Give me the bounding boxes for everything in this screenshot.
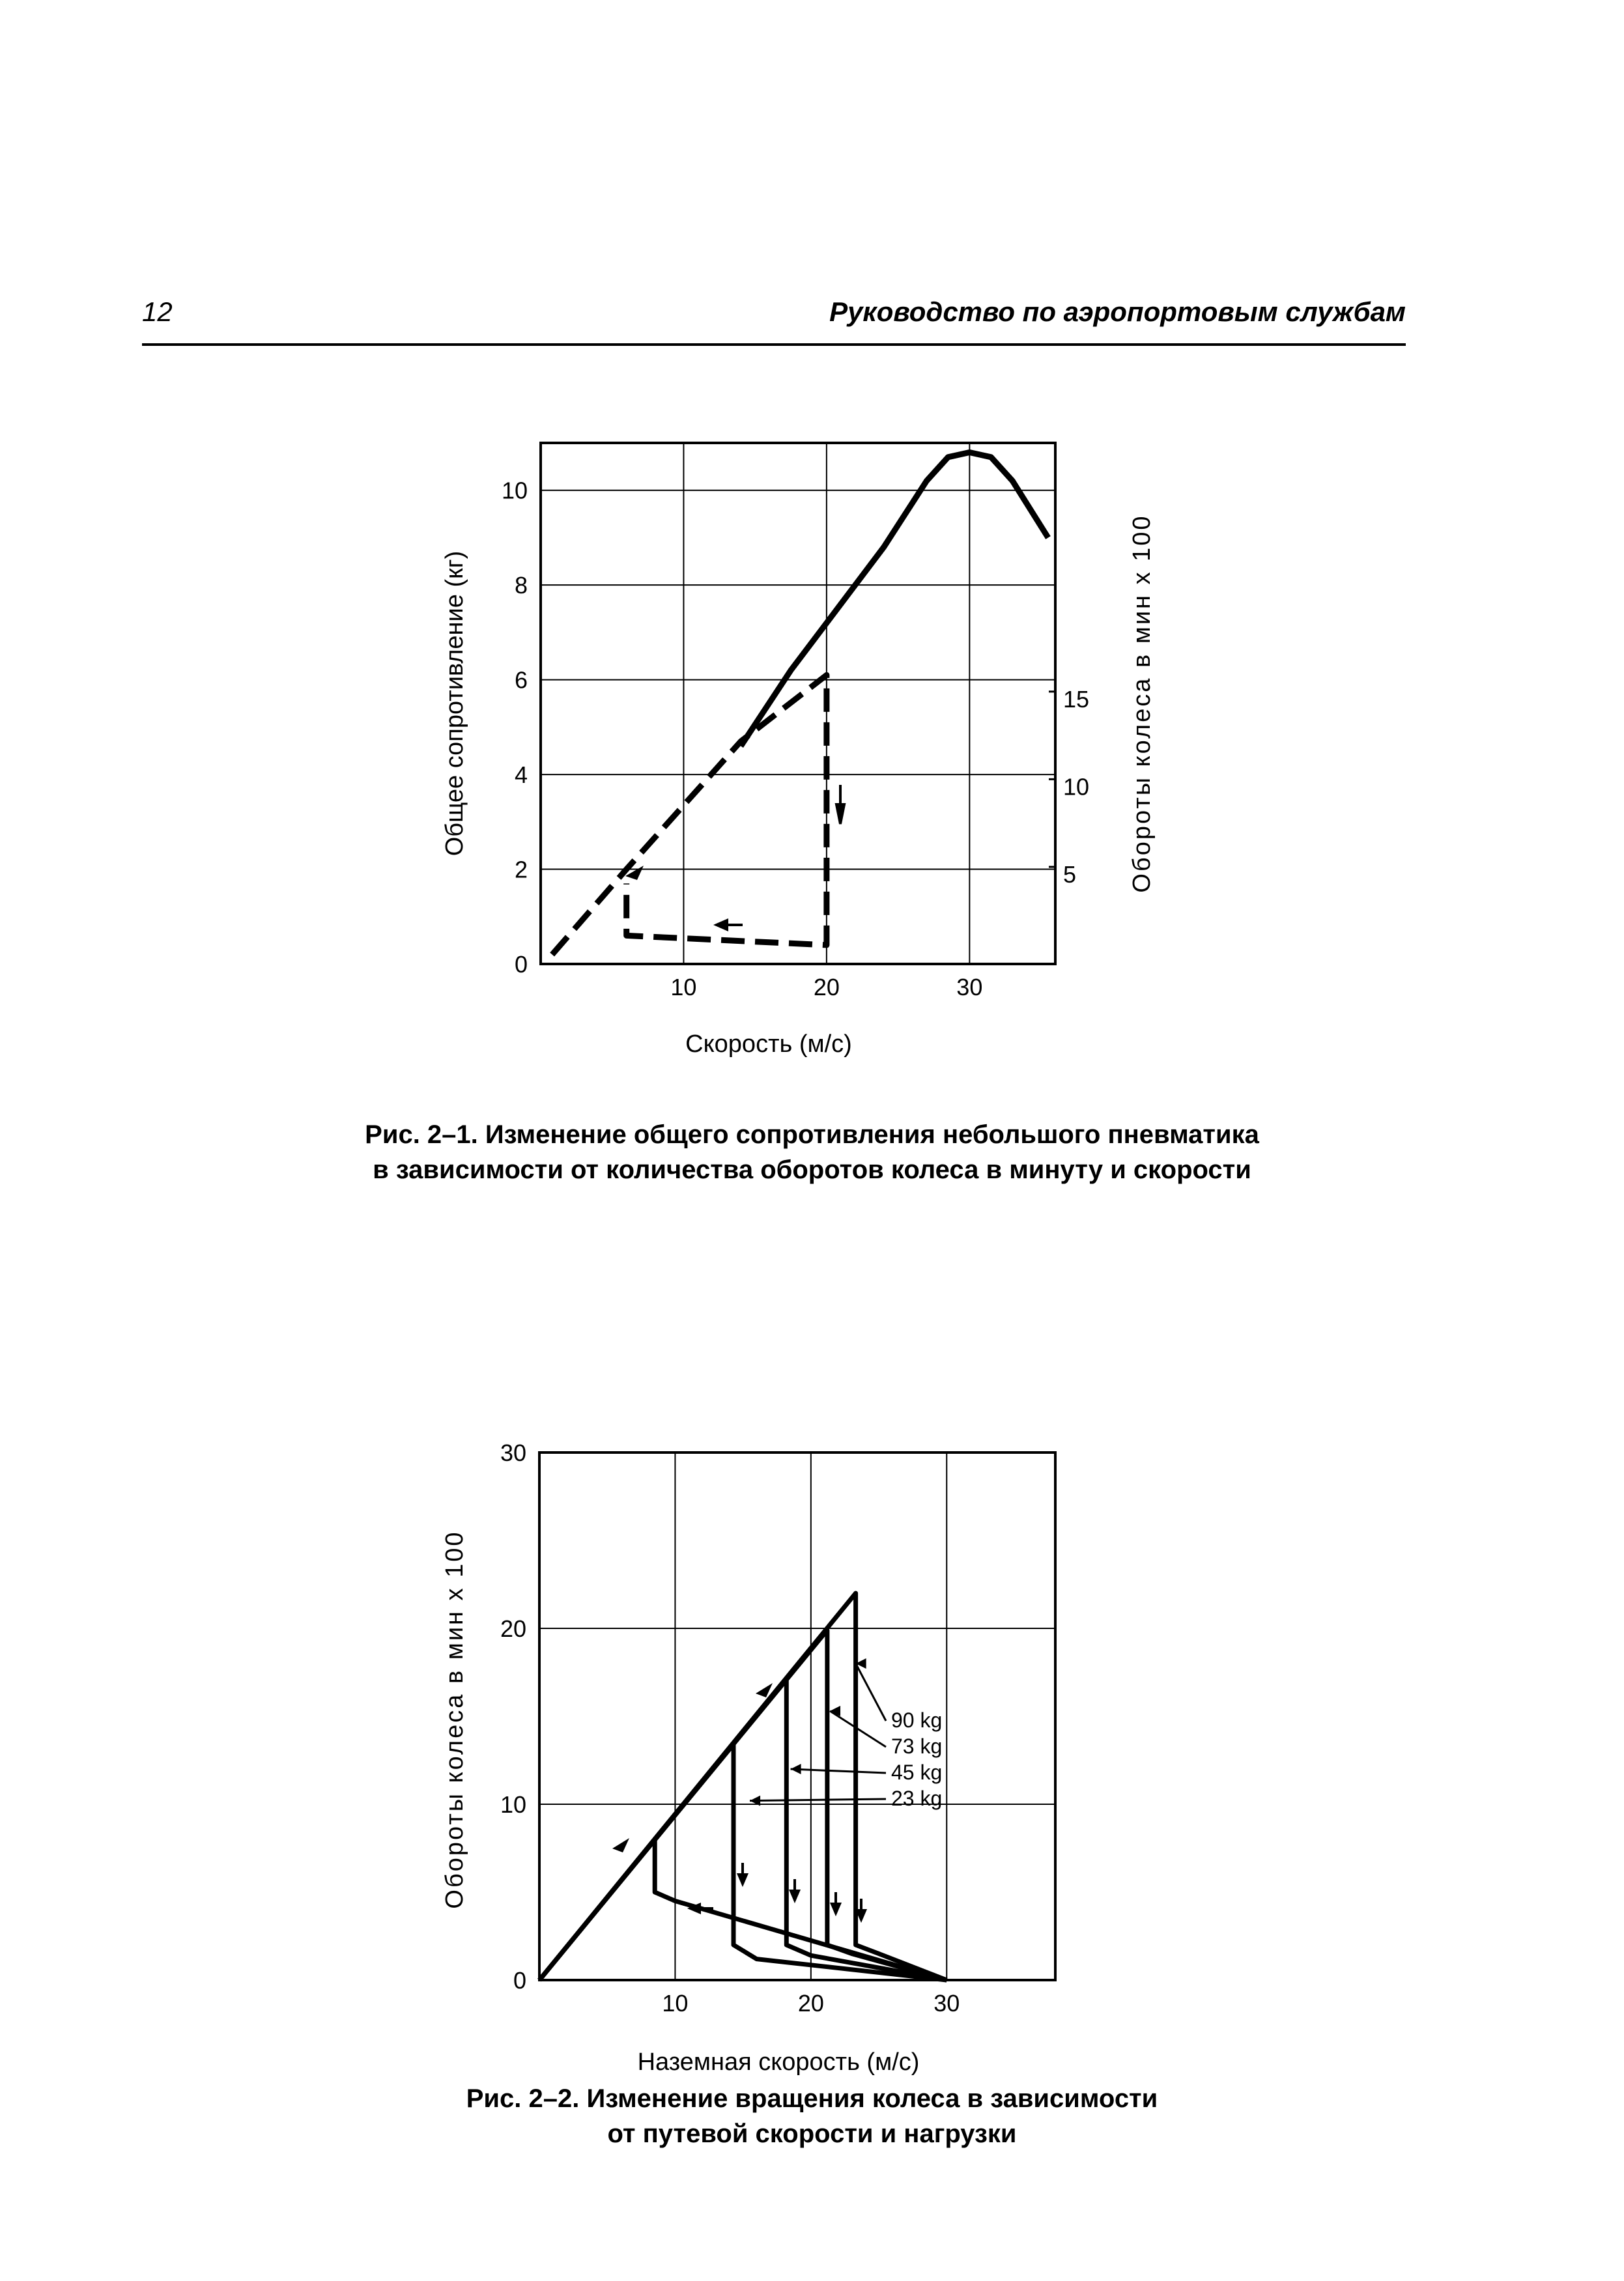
caption-line: Рис. 2–2. Изменение вращения колеса в зависимости <box>466 2084 1158 2113</box>
y-tick-label: 10 <box>501 477 528 504</box>
y-axis-label: Общее сопротивление (кг) <box>441 550 468 857</box>
y2-tick-label: 15 <box>1063 685 1090 713</box>
series-line <box>539 1630 947 1980</box>
grid <box>539 1452 1055 1980</box>
y2-tick-label: 5 <box>1063 860 1077 888</box>
legend <box>750 1658 942 1810</box>
plot-frame <box>539 1452 1055 1980</box>
series-group <box>539 1593 947 1980</box>
x-axis-label: Наземная скорость (м/с) <box>637 2048 920 2076</box>
x-tick-label: 10 <box>670 974 697 1000</box>
y2-axis-label: Обороты колеса в мин х 100 <box>1128 514 1156 893</box>
y-tick-label: 10 <box>500 1791 526 1818</box>
y-tick-label: 0 <box>514 951 528 978</box>
y-tick-label: 2 <box>514 856 528 883</box>
series-line <box>539 1744 947 1980</box>
y-tick-label: 30 <box>500 1439 526 1466</box>
y-tick-label: 4 <box>514 761 528 789</box>
caption-line: от путевой скорости и нагрузки <box>607 2119 1017 2148</box>
caption-line: Рис. 2–1. Изменение общего сопротивления небольшого пневматика <box>365 1120 1259 1149</box>
y2-tick-label: 10 <box>1063 773 1090 800</box>
x-tick-label: 10 <box>662 1990 689 2017</box>
y-tick-label: 8 <box>514 572 528 599</box>
arrow-down-icon <box>857 1899 865 1920</box>
page-number: 12 <box>142 296 173 327</box>
arrow-up-icon <box>612 1838 629 1852</box>
x-axis-label: Скорость (м/с) <box>685 1030 852 1058</box>
x-tick-label: 30 <box>933 1990 960 2017</box>
y-tick-label: 0 <box>513 1967 526 1994</box>
arrow-down-icon <box>791 1879 799 1900</box>
y-axis-label: Обороты колеса в мин х 100 <box>441 1530 468 1909</box>
legend-entry: 73 kg <box>891 1735 943 1758</box>
legend-entry: 90 kg <box>891 1708 943 1732</box>
figure-2-caption <box>0 2081 1624 2151</box>
series-line <box>539 1679 947 1980</box>
series-line <box>539 1839 947 1980</box>
x-tick-label: 30 <box>956 974 983 1000</box>
x-tick-label: 20 <box>797 1990 824 2017</box>
arrowhead-icon <box>791 1764 801 1774</box>
legend-leader-line <box>791 1769 886 1773</box>
arrow-down-icon <box>832 1892 840 1913</box>
legend-entry: 23 kg <box>891 1787 943 1810</box>
legend-entry: 45 kg <box>891 1761 943 1784</box>
y-tick-label: 20 <box>500 1615 526 1642</box>
y-tick-label: 6 <box>514 666 528 694</box>
legend-leader-line <box>856 1664 886 1721</box>
x-tick-label: 20 <box>813 974 840 1000</box>
running-title: Руководство по аэропортовым службам <box>829 296 1406 327</box>
legend-leader-line <box>750 1799 886 1801</box>
arrow-down-icon <box>739 1863 747 1884</box>
caption-line: в зависимости от количества оборотов колеса в минуту и скорости <box>373 1155 1251 1184</box>
